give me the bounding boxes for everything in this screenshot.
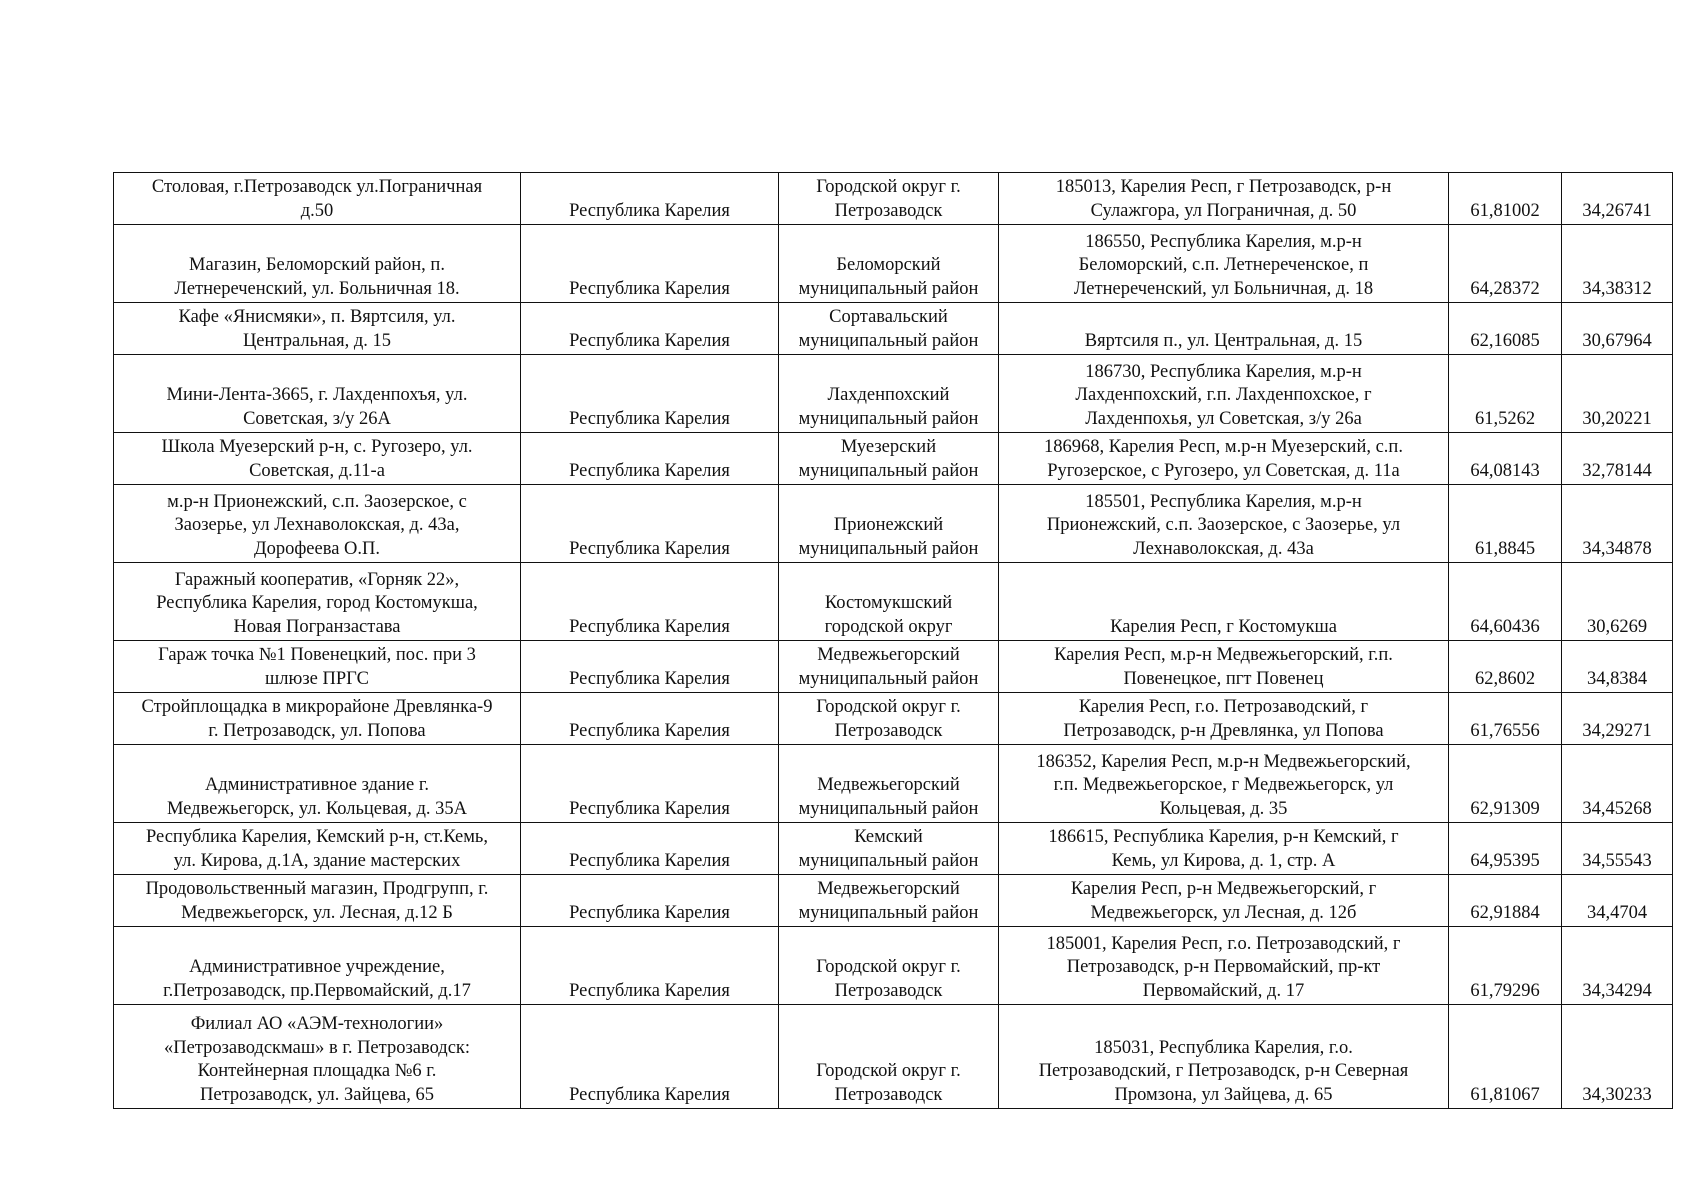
cell-address bbox=[999, 173, 1449, 225]
cell-object-name-line: Столовая, г.Петрозаводск ул.Пограничная bbox=[151, 177, 483, 197]
cell-object-name-line: г. Петрозаводск, ул. Попова bbox=[208, 720, 426, 741]
cell-district-line: Костомукшский bbox=[824, 593, 953, 613]
cell-region-line: Республика Карелия bbox=[569, 616, 730, 637]
cell-district bbox=[779, 355, 999, 433]
cell-address-line: Карелия Респ, г.о. Петрозаводский, г bbox=[1078, 697, 1369, 717]
cell-region bbox=[521, 641, 779, 693]
cell-latitude-value: 64,28372 bbox=[1470, 278, 1540, 299]
cell-region-line: Республика Карелия bbox=[569, 330, 730, 351]
cell-district bbox=[779, 745, 999, 823]
cell-region-line: Республика Карелия bbox=[569, 980, 730, 1001]
cell-address-line: Кольцевая, д. 35 bbox=[1159, 798, 1288, 819]
cell-address-line: Лахденпохья, ул Советская, з/у 26а bbox=[1085, 408, 1362, 429]
cell-district-line: Медвежьегорский bbox=[817, 775, 960, 795]
table-row bbox=[114, 875, 1673, 927]
cell-district bbox=[779, 433, 999, 485]
cell-address-line: Лехнаволокская, д. 43а bbox=[1133, 538, 1314, 559]
cell-object-name-line: Административное здание г. bbox=[205, 775, 429, 795]
cell-object-name bbox=[114, 485, 521, 563]
cell-address bbox=[999, 303, 1449, 355]
cell-address-line: Медвежьегорск, ул Лесная, д. 12б bbox=[1090, 902, 1357, 923]
cell-longitude-value: 34,34294 bbox=[1582, 980, 1652, 1001]
table-row bbox=[114, 1005, 1673, 1109]
table-row bbox=[114, 745, 1673, 823]
cell-district-line: муниципальный район bbox=[798, 408, 979, 429]
cell-address-line: 185001, Карелия Респ, г.о. Петрозаводский, г bbox=[1046, 933, 1401, 954]
cell-longitude-value: 34,30233 bbox=[1582, 1084, 1652, 1105]
table-row bbox=[114, 641, 1673, 693]
cell-address-line: Промзона, ул Зайцева, д. 65 bbox=[1114, 1084, 1333, 1105]
cell-latitude-value: 62,91309 bbox=[1470, 798, 1540, 819]
cell-latitude bbox=[1449, 173, 1562, 225]
cell-district bbox=[779, 225, 999, 303]
cell-address-line: Прионежский, с.п. Заозерское, с Заозерье, ул bbox=[1046, 515, 1401, 535]
cell-latitude bbox=[1449, 563, 1562, 641]
cell-object-name bbox=[114, 225, 521, 303]
cell-object-name bbox=[114, 745, 521, 823]
cell-district-line: Медвежьегорский bbox=[817, 645, 960, 665]
cell-district-line: муниципальный район bbox=[798, 798, 979, 819]
cell-address-line: Карелия Респ, р-н Медвежьегорский, г bbox=[1070, 879, 1377, 899]
cell-object-name-line: ул. Кирова, д.1А, здание мастерских bbox=[173, 850, 461, 871]
cell-region bbox=[521, 225, 779, 303]
cell-longitude bbox=[1562, 355, 1673, 433]
cell-longitude-value: 34,26741 bbox=[1582, 200, 1652, 221]
cell-object-name bbox=[114, 173, 521, 225]
cell-object-name bbox=[114, 823, 521, 875]
cell-region-line: Республика Карелия bbox=[569, 850, 730, 871]
cell-latitude bbox=[1449, 823, 1562, 875]
cell-object-name bbox=[114, 641, 521, 693]
cell-longitude-value: 34,45268 bbox=[1582, 798, 1652, 819]
cell-address-line: Лахденпохский, г.п. Лахденпохское, г bbox=[1075, 385, 1372, 405]
cell-address-line: Ругозерское, с Ругозеро, ул Советская, д. 11а bbox=[1047, 460, 1400, 481]
cell-district-line: муниципальный район bbox=[798, 460, 979, 481]
cell-address bbox=[999, 1005, 1449, 1109]
cell-latitude-value: 64,60436 bbox=[1470, 616, 1540, 637]
cell-object-name bbox=[114, 303, 521, 355]
cell-longitude-value: 34,38312 bbox=[1582, 278, 1652, 299]
cell-object-name-line: Медвежьегорск, ул. Кольцевая, д. 35А bbox=[166, 798, 468, 819]
cell-latitude bbox=[1449, 303, 1562, 355]
cell-latitude bbox=[1449, 355, 1562, 433]
cell-region bbox=[521, 563, 779, 641]
cell-region bbox=[521, 433, 779, 485]
cell-longitude-value: 30,67964 bbox=[1582, 330, 1652, 351]
table-row bbox=[114, 693, 1673, 745]
cell-address bbox=[999, 433, 1449, 485]
cell-address-line: Кемь, ул Кирова, д. 1, стр. А bbox=[1111, 850, 1336, 871]
cell-longitude-value: 34,34878 bbox=[1582, 538, 1652, 559]
cell-object-name-line: г.Петрозаводск, пр.Первомайский, д.17 bbox=[163, 980, 471, 1001]
cell-address-line: 185013, Карелия Респ, г Петрозаводск, р-н bbox=[1055, 177, 1392, 197]
cell-region-line: Республика Карелия bbox=[569, 460, 730, 481]
cell-latitude bbox=[1449, 745, 1562, 823]
cell-region bbox=[521, 485, 779, 563]
cell-district-line: Петрозаводск bbox=[834, 200, 943, 221]
cell-object-name-line: Петрозаводск, ул. Зайцева, 65 bbox=[200, 1084, 434, 1105]
cell-district-line: Беломорский bbox=[836, 255, 941, 275]
cell-object-name-line: Заозерье, ул Лехнаволокская, д. 43а, bbox=[174, 515, 460, 535]
cell-longitude bbox=[1562, 225, 1673, 303]
cell-longitude bbox=[1562, 641, 1673, 693]
cell-district bbox=[779, 485, 999, 563]
cell-region bbox=[521, 1005, 779, 1109]
cell-object-name-line: Гараж точка №1 Повенецкий, пос. при 3 bbox=[158, 645, 476, 665]
cell-district-line: муниципальный район bbox=[798, 668, 979, 689]
cell-latitude bbox=[1449, 927, 1562, 1005]
cell-address-line: Летнереченский, ул Больничная, д. 18 bbox=[1073, 278, 1374, 299]
cell-latitude bbox=[1449, 641, 1562, 693]
cell-object-name bbox=[114, 433, 521, 485]
cell-address bbox=[999, 745, 1449, 823]
cell-object-name-line: Стройплощадка в микрорайоне Древлянка-9 bbox=[141, 697, 493, 717]
cell-district-line: Городской округ г. bbox=[816, 177, 961, 197]
cell-address-line: Петрозаводский, г Петрозаводск, р-н Северная bbox=[1038, 1061, 1409, 1081]
cell-longitude bbox=[1562, 1005, 1673, 1109]
cell-latitude bbox=[1449, 875, 1562, 927]
cell-object-name-line: Магазин, Беломорский район, п. bbox=[189, 255, 445, 275]
cell-region-line: Республика Карелия bbox=[569, 668, 730, 689]
cell-address-line: 186968, Карелия Респ, м.р-н Муезерский, с.п. bbox=[1044, 437, 1403, 457]
cell-address-line: 185031, Республика Карелия, г.о. bbox=[1094, 1037, 1353, 1058]
cell-object-name bbox=[114, 927, 521, 1005]
cell-latitude bbox=[1449, 693, 1562, 745]
cell-district-line: муниципальный район bbox=[798, 850, 979, 871]
cell-longitude-value: 30,20221 bbox=[1582, 408, 1652, 429]
cell-district-line: Городской округ г. bbox=[816, 1061, 961, 1081]
cell-region bbox=[521, 745, 779, 823]
cell-longitude bbox=[1562, 173, 1673, 225]
cell-address-line: Сулажгора, ул Пограничная, д. 50 bbox=[1090, 200, 1357, 221]
table-row bbox=[114, 173, 1673, 225]
cell-address bbox=[999, 355, 1449, 433]
cell-object-name-line: Школа Муезерский р-н, с. Ругозеро, ул. bbox=[161, 437, 473, 457]
cell-latitude-value: 61,5262 bbox=[1474, 408, 1536, 429]
cell-region bbox=[521, 693, 779, 745]
table-row bbox=[114, 355, 1673, 433]
cell-longitude bbox=[1562, 563, 1673, 641]
cell-district bbox=[779, 823, 999, 875]
cell-object-name bbox=[114, 1005, 521, 1109]
cell-district-line: Городской округ г. bbox=[816, 697, 961, 717]
cell-object-name bbox=[114, 693, 521, 745]
cell-address-line: Петрозаводск, р-н Первомайский, пр-кт bbox=[1066, 957, 1381, 977]
cell-longitude-value: 34,4704 bbox=[1586, 902, 1648, 923]
cell-address-line: Карелия Респ, г Костомукша bbox=[1110, 616, 1337, 637]
cell-object-name-line: Республика Карелия, Кемский р-н, ст.Кемь, bbox=[145, 827, 488, 847]
cell-address-line: 186615, Республика Карелия, р-н Кемский, г bbox=[1048, 827, 1399, 847]
cell-latitude-value: 61,76556 bbox=[1470, 720, 1540, 741]
cell-region bbox=[521, 927, 779, 1005]
cell-address bbox=[999, 693, 1449, 745]
cell-object-name bbox=[114, 355, 521, 433]
cell-district-line: муниципальный район bbox=[798, 538, 979, 559]
cell-district-line: Медвежьегорский bbox=[817, 879, 960, 899]
cell-region-line: Республика Карелия bbox=[569, 278, 730, 299]
cell-latitude bbox=[1449, 433, 1562, 485]
cell-latitude-value: 64,08143 bbox=[1470, 460, 1540, 481]
cell-region bbox=[521, 823, 779, 875]
cell-address-line: Петрозаводск, р-н Древлянка, ул Попова bbox=[1063, 720, 1384, 741]
locations-table bbox=[113, 172, 1673, 1109]
cell-district bbox=[779, 1005, 999, 1109]
cell-address-line: Первомайский, д. 17 bbox=[1142, 980, 1305, 1001]
cell-district bbox=[779, 173, 999, 225]
cell-address-line: Вяртсиля п., ул. Центральная, д. 15 bbox=[1084, 330, 1363, 351]
cell-address-line: 186730, Республика Карелия, м.р-н bbox=[1085, 361, 1362, 382]
cell-longitude bbox=[1562, 927, 1673, 1005]
cell-longitude-value: 34,55543 bbox=[1582, 850, 1652, 871]
cell-region bbox=[521, 875, 779, 927]
cell-object-name-line: Контейнерная площадка №6 г. bbox=[197, 1061, 437, 1081]
cell-object-name-line: «Петрозаводскмаш» в г. Петрозаводск: bbox=[163, 1037, 471, 1058]
table-row bbox=[114, 433, 1673, 485]
table-row bbox=[114, 485, 1673, 563]
cell-region bbox=[521, 303, 779, 355]
cell-region-line: Республика Карелия bbox=[569, 408, 730, 429]
cell-object-name-line: Продовольственный магазин, Продгрупп, г. bbox=[145, 879, 489, 899]
cell-longitude-value: 32,78144 bbox=[1582, 460, 1652, 481]
cell-address-line: 186550, Республика Карелия, м.р-н bbox=[1085, 231, 1362, 252]
cell-longitude bbox=[1562, 303, 1673, 355]
cell-longitude bbox=[1562, 745, 1673, 823]
cell-region bbox=[521, 355, 779, 433]
cell-district-line: муниципальный район bbox=[798, 902, 979, 923]
table-row bbox=[114, 563, 1673, 641]
cell-district-line: муниципальный район bbox=[798, 330, 979, 351]
cell-object-name-line: Советская, д.11-а bbox=[249, 460, 385, 481]
cell-district-line: Лахденпохский bbox=[827, 385, 950, 405]
cell-object-name-line: Филиал АО «АЭМ-технологии» bbox=[190, 1014, 444, 1034]
cell-address-line: Повенецкое, пгт Повенец bbox=[1123, 668, 1324, 689]
cell-latitude-value: 62,8602 bbox=[1474, 668, 1536, 689]
cell-object-name-line: Советская, з/у 26А bbox=[243, 408, 391, 429]
cell-longitude bbox=[1562, 433, 1673, 485]
cell-region-line: Республика Карелия bbox=[569, 902, 730, 923]
cell-object-name-line: Административное учреждение, bbox=[189, 957, 445, 977]
cell-latitude-value: 61,81002 bbox=[1470, 200, 1540, 221]
cell-address bbox=[999, 641, 1449, 693]
cell-address bbox=[999, 563, 1449, 641]
table-row bbox=[114, 927, 1673, 1005]
cell-object-name-line: Дорофеева О.П. bbox=[253, 538, 381, 559]
cell-longitude-value: 30,6269 bbox=[1586, 616, 1648, 637]
cell-district-line: Муезерский bbox=[840, 437, 937, 457]
table-row bbox=[114, 225, 1673, 303]
locations-table-body bbox=[114, 173, 1673, 1109]
cell-object-name bbox=[114, 563, 521, 641]
cell-district-line: городской округ bbox=[824, 616, 953, 637]
cell-district-line: Кемский bbox=[854, 827, 923, 847]
cell-object-name-line: Медвежьегорск, ул. Лесная, д.12 Б bbox=[181, 902, 453, 923]
cell-latitude-value: 62,91884 bbox=[1470, 902, 1540, 923]
cell-address bbox=[999, 225, 1449, 303]
cell-district bbox=[779, 927, 999, 1005]
cell-longitude bbox=[1562, 485, 1673, 563]
cell-region-line: Республика Карелия bbox=[569, 1084, 730, 1105]
cell-district-line: Петрозаводск bbox=[834, 720, 943, 741]
cell-address bbox=[999, 823, 1449, 875]
cell-region-line: Республика Карелия bbox=[569, 200, 730, 221]
cell-longitude-value: 34,29271 bbox=[1582, 720, 1652, 741]
cell-object-name-line: Республика Карелия, город Костомукша, bbox=[156, 593, 478, 613]
cell-latitude bbox=[1449, 225, 1562, 303]
cell-latitude-value: 61,81067 bbox=[1470, 1084, 1540, 1105]
cell-object-name-line: Центральная, д. 15 bbox=[242, 330, 392, 351]
cell-latitude bbox=[1449, 1005, 1562, 1109]
cell-address bbox=[999, 927, 1449, 1005]
cell-latitude-value: 64,95395 bbox=[1470, 850, 1540, 871]
cell-region-line: Республика Карелия bbox=[569, 538, 730, 559]
cell-district bbox=[779, 641, 999, 693]
cell-object-name-line: Летнереченский, ул. Больничная 18. bbox=[174, 278, 460, 299]
cell-longitude-value: 34,8384 bbox=[1586, 668, 1648, 689]
cell-region bbox=[521, 173, 779, 225]
cell-object-name-line: Кафе «Янисмяки», п. Вяртсиля, ул. bbox=[178, 307, 456, 327]
cell-object-name-line: шлюзе ПРГС bbox=[265, 668, 369, 689]
cell-district bbox=[779, 693, 999, 745]
cell-district-line: Прионежский bbox=[833, 515, 944, 535]
cell-district-line: Городской округ г. bbox=[816, 957, 961, 977]
cell-district bbox=[779, 875, 999, 927]
cell-object-name-line: Новая Погранзастава bbox=[233, 616, 401, 637]
cell-longitude bbox=[1562, 875, 1673, 927]
cell-latitude-value: 61,79296 bbox=[1470, 980, 1540, 1001]
cell-object-name-line: д.50 bbox=[300, 200, 334, 221]
cell-object-name-line: м.р-н Прионежский, с.п. Заозерское, с bbox=[167, 491, 467, 512]
cell-district bbox=[779, 303, 999, 355]
cell-object-name bbox=[114, 875, 521, 927]
table-row bbox=[114, 823, 1673, 875]
cell-district-line: Петрозаводск bbox=[834, 1084, 943, 1105]
cell-longitude bbox=[1562, 693, 1673, 745]
cell-longitude bbox=[1562, 823, 1673, 875]
cell-address-line: Карелия Респ, м.р-н Медвежьегорский, г.п. bbox=[1054, 645, 1393, 665]
cell-latitude-value: 62,16085 bbox=[1470, 330, 1540, 351]
cell-district-line: Сортавальский bbox=[829, 307, 948, 327]
table-row bbox=[114, 303, 1673, 355]
cell-address-line: 185501, Республика Карелия, м.р-н bbox=[1085, 491, 1362, 512]
cell-latitude bbox=[1449, 485, 1562, 563]
cell-address bbox=[999, 485, 1449, 563]
cell-region-line: Республика Карелия bbox=[569, 798, 730, 819]
cell-object-name-line: Гаражный кооператив, «Горняк 22», bbox=[174, 569, 460, 590]
cell-district-line: Петрозаводск bbox=[834, 980, 943, 1001]
cell-address-line: г.п. Медвежьегорское, г Медвежьегорск, ул bbox=[1053, 775, 1394, 795]
cell-latitude-value: 61,8845 bbox=[1474, 538, 1536, 559]
cell-address-line: Беломорский, с.п. Летнереченское, п bbox=[1078, 255, 1369, 275]
cell-object-name-line: Мини-Лента-3665, г. Лахденпохъя, ул. bbox=[166, 385, 468, 405]
cell-region-line: Республика Карелия bbox=[569, 720, 730, 741]
cell-address-line: 186352, Карелия Респ, м.р-н Медвежьегорский, bbox=[1036, 751, 1411, 772]
cell-district bbox=[779, 563, 999, 641]
cell-address bbox=[999, 875, 1449, 927]
cell-district-line: муниципальный район bbox=[798, 278, 979, 299]
